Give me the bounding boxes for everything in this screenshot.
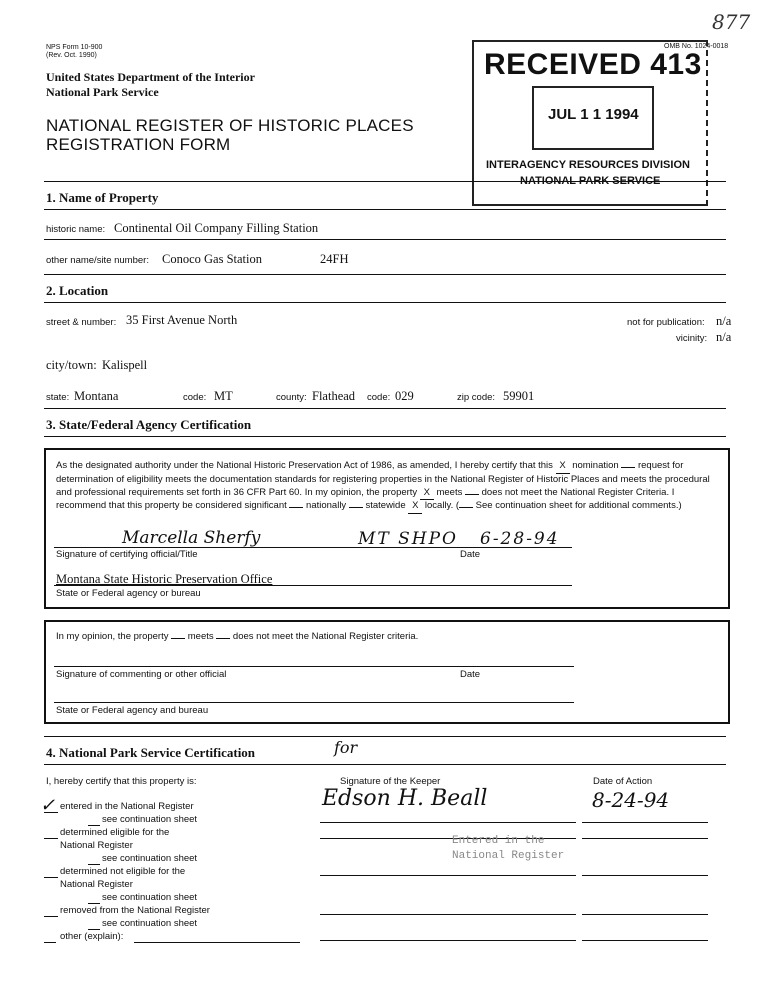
entered-stamp-line2: National Register [452, 850, 565, 862]
section2-heading: 2. Location [46, 283, 109, 298]
option-blank [88, 825, 100, 826]
keeper-signature: Edson H. Beall [322, 786, 488, 811]
rule [44, 239, 726, 240]
section3-heading: 3. State/Federal Agency Certification [46, 417, 252, 432]
option-determined-eligible: determined eligible for the [60, 827, 170, 838]
state-value: Montana [74, 389, 119, 403]
corner-handwritten-mark: 877 [712, 10, 751, 34]
locally-check: X [408, 500, 422, 514]
not-for-publication-value: n/a [716, 314, 732, 328]
certification-statement: As the designated authority under the National Historic Preservation Act of 1986, as amended, I hereby certify that this X nomination request for determination of eligibility meets the documentation standards for registering properties in the National Register of Historic Places and meets the procedural and professional requirements set forth in 36 CFR Part 60. In my opinion, the property X meets does not meet the National Register Criteria. I recommend that this property be considered significant nationally statewide X locally. ( See continuation sheet for additional comments.) [56, 460, 716, 514]
option-see-continuation: see continuation sheet [102, 892, 198, 903]
date-line [582, 822, 708, 823]
stamp-date: JUL 1 1 1994 [548, 106, 639, 123]
option-blank [44, 916, 58, 917]
entered-check-icon: ✓ [40, 795, 56, 816]
section1-heading: 1. Name of Property [46, 190, 159, 205]
agency-label: State or Federal agency or bureau [56, 588, 201, 599]
agency-line [54, 585, 572, 586]
other-explain-line [134, 942, 300, 943]
rule [44, 408, 726, 409]
signature-line [54, 547, 572, 548]
comment-agency-label: State or Federal agency and bureau [56, 705, 209, 716]
date-line [582, 875, 708, 876]
option-national-register: National Register [60, 840, 133, 851]
state-code-label: code: [183, 392, 207, 403]
option-blank [88, 929, 100, 930]
option-see-continuation: see continuation sheet [102, 814, 198, 825]
rule [44, 736, 726, 737]
date-of-action-label: Date of Action [593, 776, 653, 787]
form-number: NPS Form 10-900 [46, 44, 103, 51]
not-for-publication-label: not for publication: [627, 317, 705, 328]
nomination-check: X [556, 460, 570, 474]
option-blank [44, 838, 58, 839]
date-line [582, 914, 708, 915]
certify-statement: I, hereby certify that this property is: [46, 776, 197, 787]
section4-heading: 4. National Park Service Certification [46, 745, 256, 760]
option-see-continuation: see continuation sheet [102, 918, 198, 929]
keeper-line [320, 875, 576, 876]
form-title-line1: NATIONAL REGISTER OF HISTORIC PLACES [46, 116, 414, 135]
option-determined-not-eligible: determined not eligible for the [60, 866, 186, 877]
option-blank [88, 903, 100, 904]
historic-name-value: Continental Oil Company Filling Station [114, 221, 319, 235]
other-name-label: other name/site number: [46, 255, 149, 266]
county-code-label: code: [367, 392, 391, 403]
comment-signature-label: Signature of commenting or other official [56, 669, 227, 680]
certifying-signature: Marcella Sherfy [122, 528, 261, 548]
rule [44, 209, 726, 210]
street-value: 35 First Avenue North [126, 313, 238, 327]
vicinity-value: n/a [716, 330, 732, 344]
date-line [582, 940, 708, 941]
comment-signature-line [54, 666, 574, 667]
option-other: other (explain): [60, 931, 124, 942]
option-entered: entered in the National Register [60, 801, 194, 812]
opinion-statement: In my opinion, the property meets does not meet the National Register criteria. [56, 631, 419, 642]
received-stamp-label: RECEIVED 413 [484, 48, 702, 81]
comment-agency-line [54, 702, 574, 703]
action-date-handwritten: 8-24-94 [592, 788, 670, 812]
option-national-register: National Register [60, 879, 133, 890]
meets-check: X [420, 487, 434, 501]
rule [44, 436, 726, 437]
option-blank [44, 812, 58, 813]
stamp-service: NATIONAL PARK SERVICE [520, 175, 661, 187]
site-number-value: 24FH [320, 252, 349, 266]
stamp-date-box [532, 86, 654, 150]
option-blank [44, 942, 56, 943]
keeper-line [320, 940, 576, 941]
option-blank [88, 864, 100, 865]
entered-stamp-line1: Entered in the [452, 835, 545, 847]
stamp-division: INTERAGENCY RESOURCES DIVISION [486, 159, 690, 171]
rule [44, 302, 726, 303]
zip-value: 59901 [503, 389, 535, 403]
rule [44, 181, 726, 182]
date-label: Date [460, 549, 481, 560]
form-title-line2: REGISTRATION FORM [46, 135, 231, 154]
certifying-date-handwritten: 6-28-94 [480, 529, 560, 549]
date-line [582, 838, 708, 839]
form-revision: (Rev. Oct. 1990) [46, 52, 97, 59]
comment-date-label: Date [460, 669, 481, 680]
service-name: National Park Service [46, 85, 159, 99]
historic-name-label: historic name: [46, 224, 106, 235]
keeper-line [320, 822, 576, 823]
for-handwritten: for [334, 738, 358, 757]
option-see-continuation: see continuation sheet [102, 853, 198, 864]
county-label: county: [276, 392, 307, 403]
department-name: United States Department of the Interior [46, 70, 255, 84]
zip-label: zip code: [457, 392, 496, 403]
county-value: Flathead [312, 389, 356, 403]
signature-label: Signature of certifying official/Title [56, 549, 198, 560]
rule [44, 764, 726, 765]
county-code-value: 029 [395, 389, 414, 403]
state-label: state: [46, 392, 70, 403]
agency-value: Montana State Historic Preservation Office [56, 572, 273, 586]
rule [44, 274, 726, 275]
state-code-value: MT [214, 389, 233, 403]
vicinity-label: vicinity: [676, 333, 708, 344]
certifying-title-handwritten: MT SHPO [358, 529, 458, 549]
other-name-value: Conoco Gas Station [162, 252, 262, 266]
keeper-line [320, 914, 576, 915]
commenting-official-box [44, 620, 730, 724]
state-certification-box [44, 448, 730, 609]
keeper-label: Signature of the Keeper [340, 776, 441, 787]
option-removed: removed from the National Register [60, 905, 210, 916]
omb-number: OMB No. 1024-0018 [664, 43, 729, 50]
option-blank [44, 877, 58, 878]
city-value: Kalispell [102, 358, 148, 372]
city-label: city/town: [46, 358, 97, 372]
street-label: street & number: [46, 317, 117, 328]
